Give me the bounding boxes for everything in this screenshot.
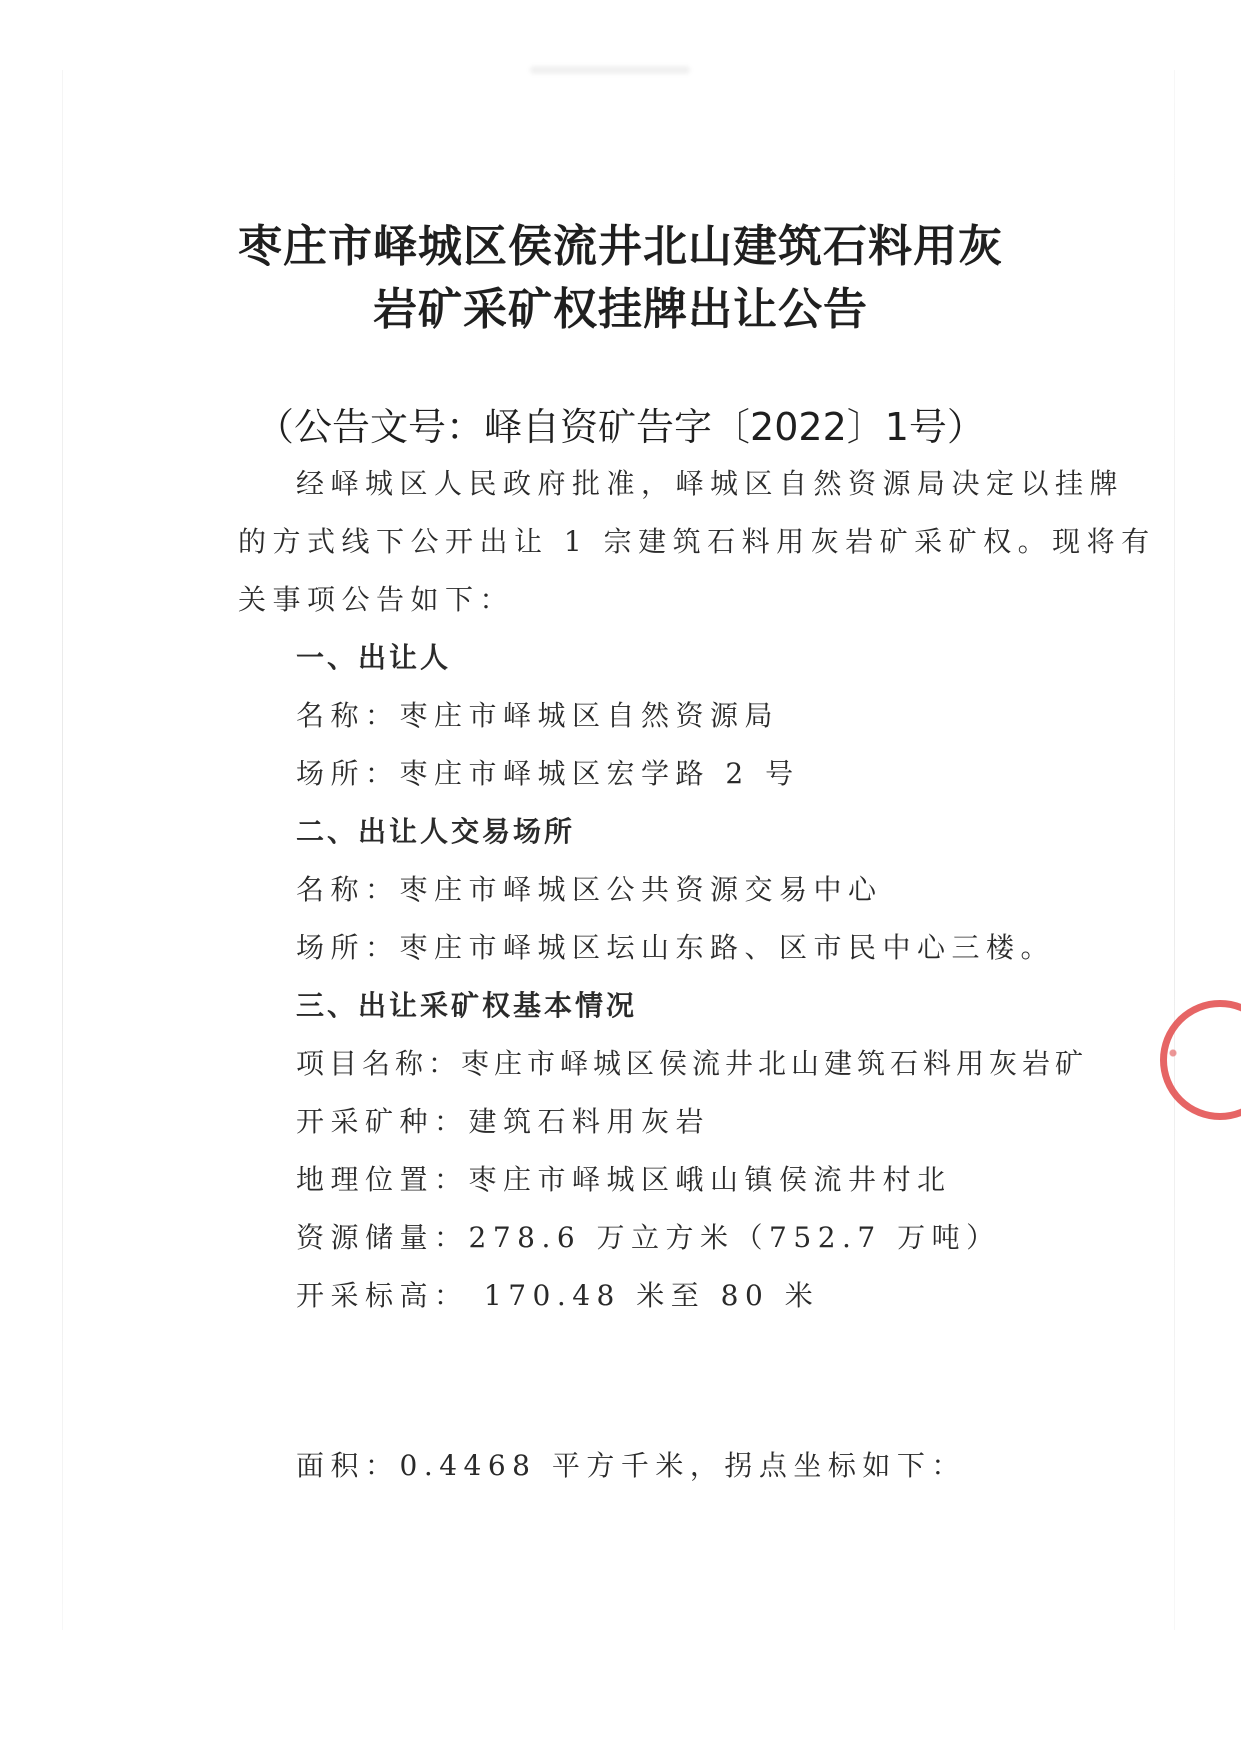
geographic-location: 地理位置：枣庄市峄城区峨山镇侯流井村北 [296,1163,952,1196]
intro-line-3: 关事项公告如下： [238,583,515,616]
intro-line-1: 经峄城区人民政府批准，峄城区自然资源局决定以挂牌 [296,467,1125,500]
document-number: （公告文号：峄自资矿告字〔2022〕1号） [256,405,985,449]
mining-elevation: 开采标高： 170.48 米至 80 米 [296,1279,820,1312]
scan-smudge [530,66,690,74]
seal-mark [1166,1036,1180,1070]
resource-reserves: 资源储量：278.6 万立方米（752.7 万吨） [296,1221,1001,1254]
section-1-heading: 一、出让人 [296,641,452,674]
mining-area: 面积：0.4468 平方千米，拐点坐标如下： [296,1449,966,1482]
section-2-heading: 二、出让人交易场所 [296,815,576,848]
document-title-line-2: 岩矿采矿权挂牌出让公告 [373,284,868,335]
section-3-heading: 三、出让采矿权基本情况 [296,989,638,1022]
mineral-type: 开采矿种：建筑石料用灰岩 [296,1105,711,1138]
transferor-address: 场所：枣庄市峄城区宏学路 2 号 [296,757,800,790]
venue-address: 场所：枣庄市峄城区坛山东路、区市民中心三楼。 [296,931,1056,964]
document-title-line-1: 枣庄市峄城区侯流井北山建筑石料用灰 [238,221,1003,272]
intro-line-2: 的方式线下公开出让 1 宗建筑石料用灰岩矿采矿权。现将有 [238,525,1156,558]
venue-name: 名称：枣庄市峄城区公共资源交易中心 [296,873,883,906]
project-name: 项目名称：枣庄市峄城区侯流井北山建筑石料用灰岩矿 [296,1047,1089,1080]
transferor-name: 名称：枣庄市峄城区自然资源局 [296,699,780,732]
